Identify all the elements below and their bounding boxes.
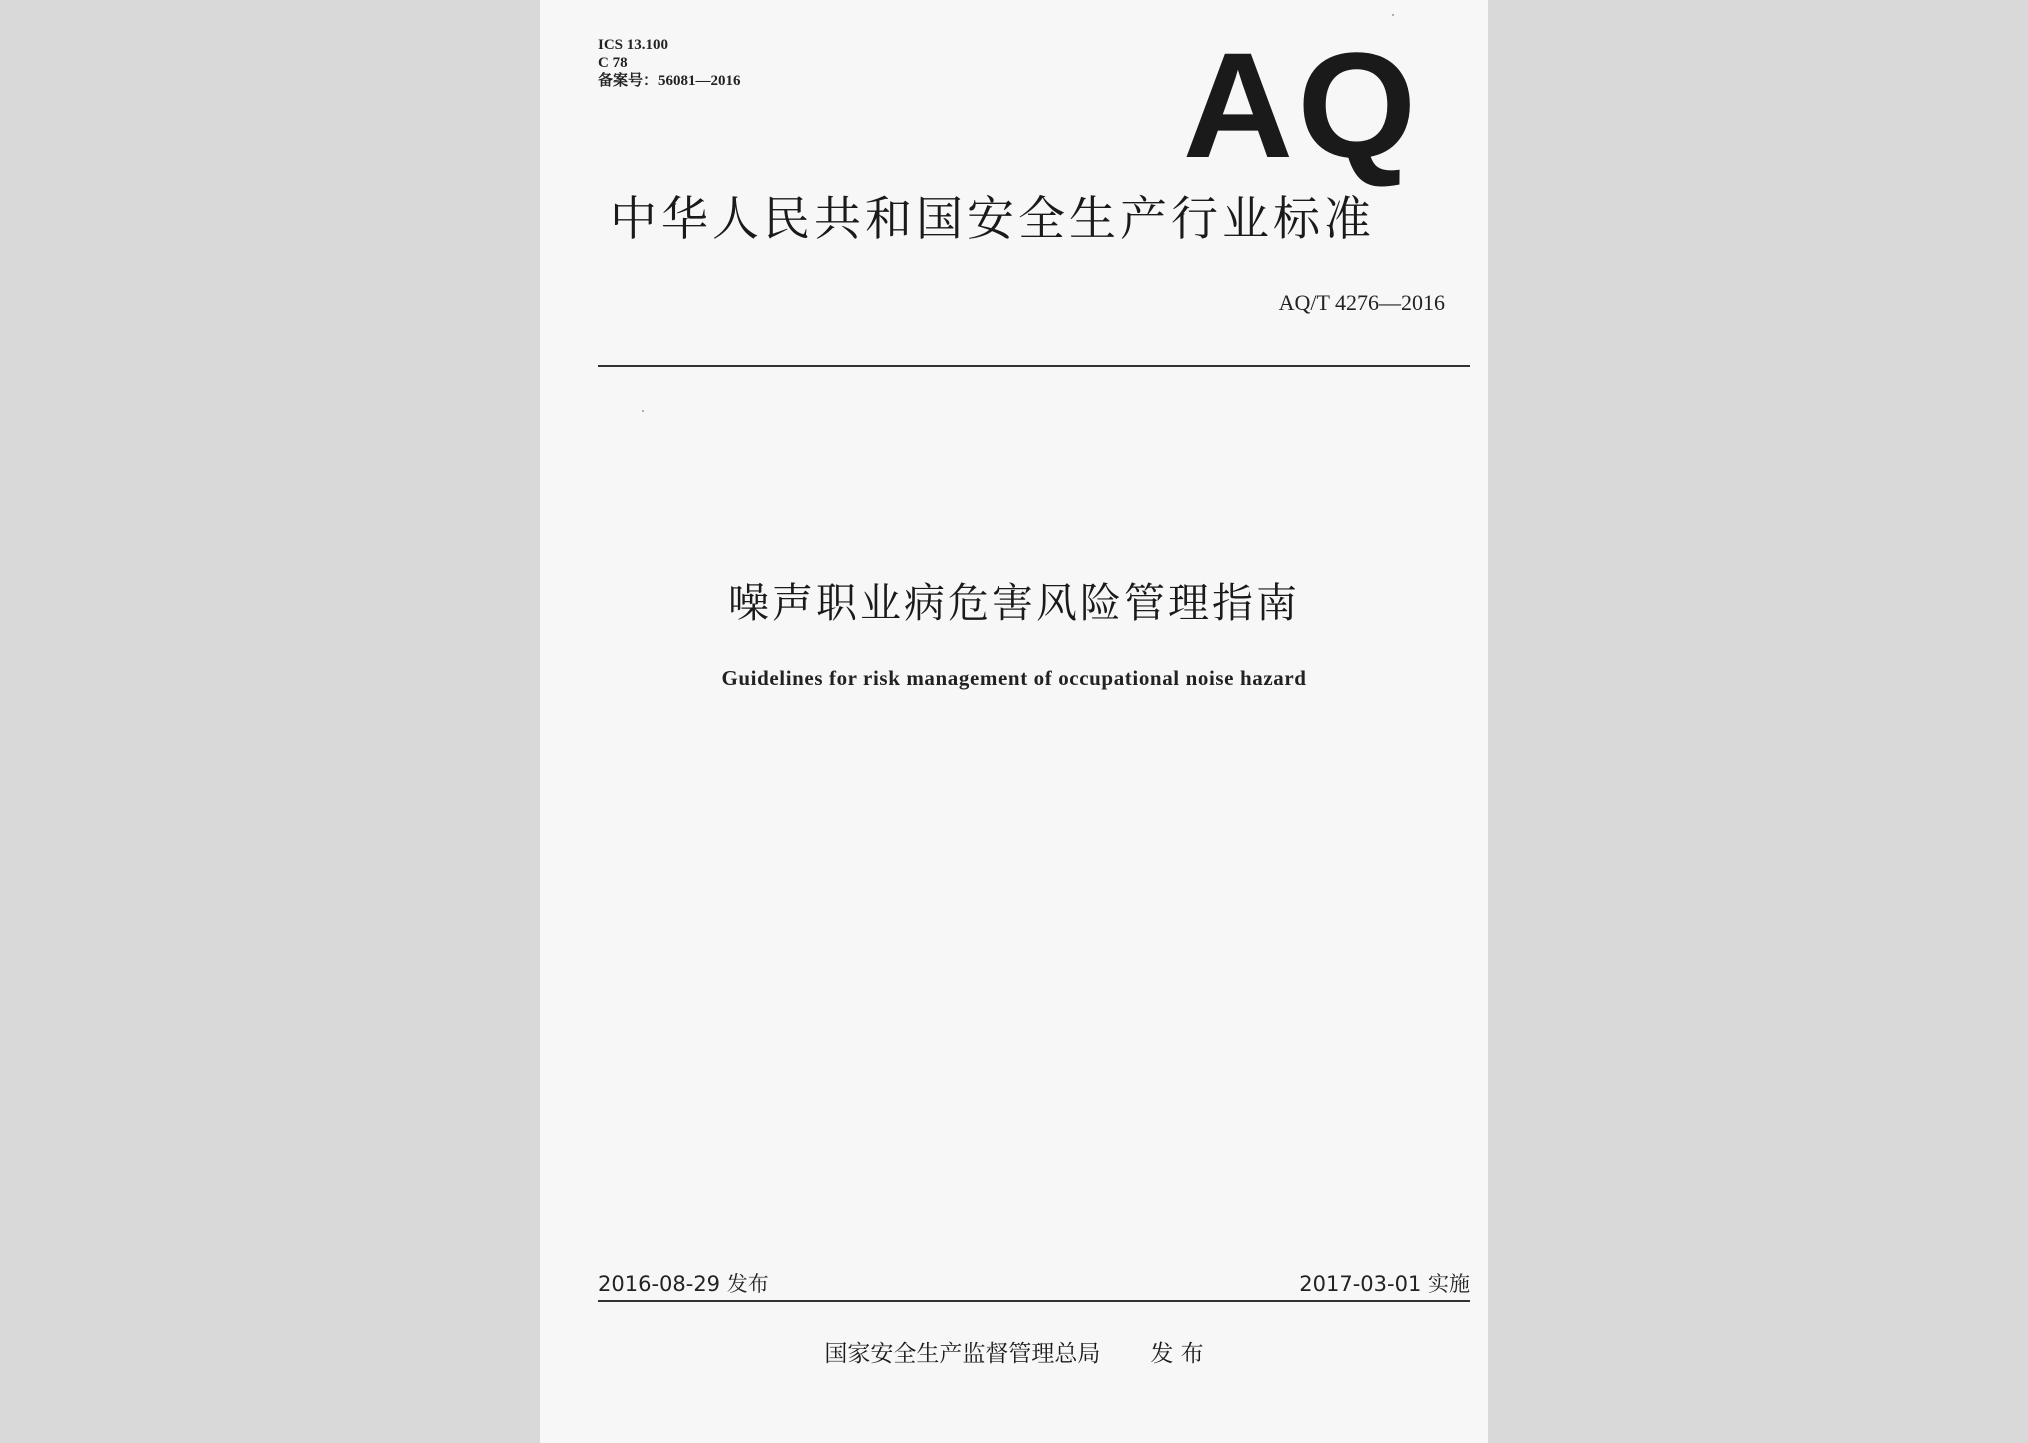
classification-block — [598, 36, 741, 90]
standard-category-title: 中华人民共和国安全生产行业标准 — [610, 192, 1375, 247]
aq-logo: AQ — [1182, 21, 1421, 189]
scan-speck — [642, 410, 644, 412]
ccs-code: C 78 — [598, 55, 628, 71]
publisher-line — [540, 1335, 1488, 1368]
publisher-name: 国家安全生产监督管理总局 — [824, 1341, 1101, 1367]
scan-speck — [1392, 14, 1394, 16]
ics-code: ICS 13.100 — [598, 37, 669, 53]
document-title-en: Guidelines for risk management of occupational noise hazard — [721, 666, 1307, 690]
publish-label: 发 布 — [1150, 1341, 1204, 1367]
document-page — [540, 0, 1488, 1443]
top-divider — [598, 365, 1470, 367]
implementation-date: 2017-03-01 实施 — [1299, 1272, 1470, 1296]
bottom-divider — [598, 1300, 1470, 1302]
filing-number: 备案号：56081—2016 — [598, 73, 741, 89]
document-title-cn: 噪声职业病危害风险管理指南 — [728, 579, 1300, 627]
standard-code: AQ/T 4276—2016 — [1278, 290, 1445, 315]
issue-date: 2016-08-29 发布 — [598, 1272, 769, 1296]
